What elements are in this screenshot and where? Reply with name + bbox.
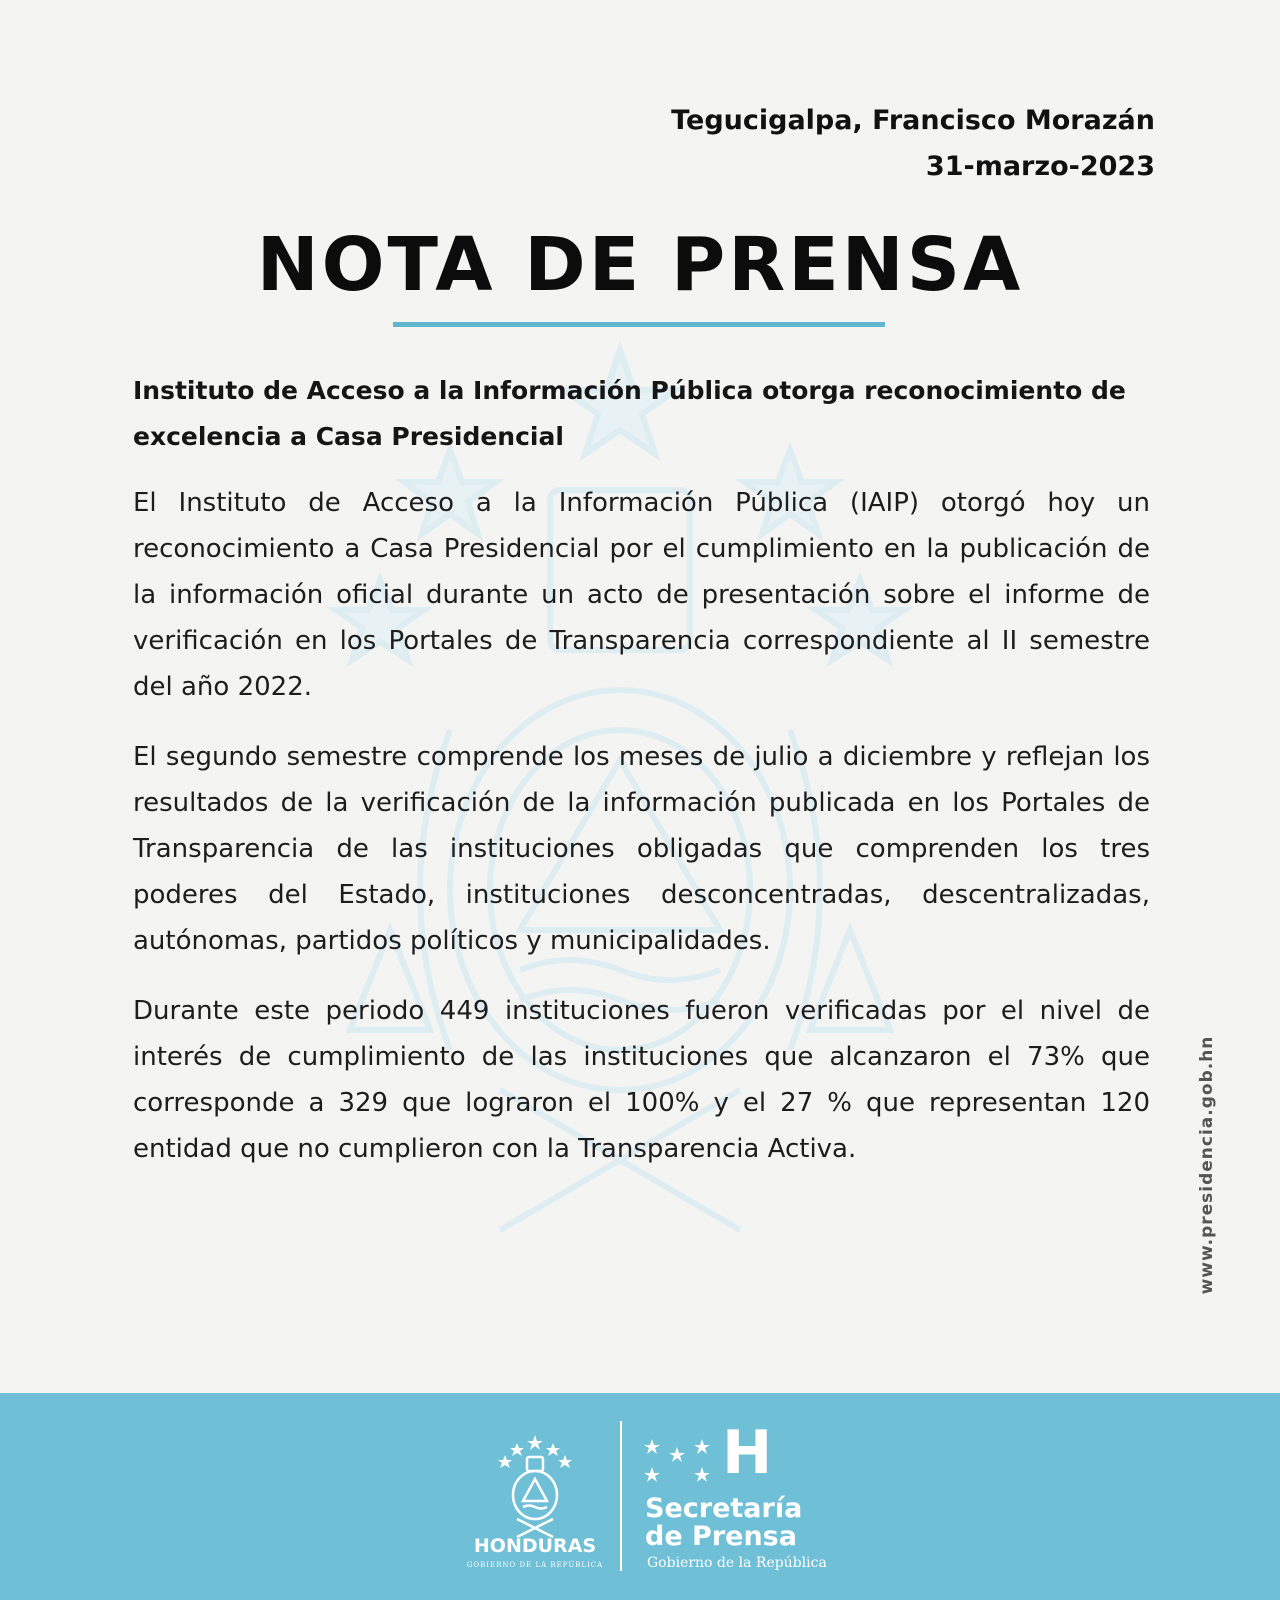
title-underline xyxy=(393,322,885,327)
headline: Instituto de Acceso a la Información Pública otorga reconocimiento de excelencia a Casa Presidencial xyxy=(133,376,1126,451)
paragraph-3: Durante este periodo 449 instituciones fueron verificadas por el nivel de interés de cumplimiento de las instituciones que alcanzaron el 73% que corresponde a 329 que lograron el 100% y el 27 % que representan 120 entidad que no cumplieron con la Transparencia Activa. xyxy=(133,996,1150,1164)
secretaria-name-line1: Secretaría xyxy=(645,1493,803,1524)
paragraph-2: El segundo semestre comprende los meses de julio a diciembre y reflejan los resultados de la verificación de la información publicada en los Portales de Transparencia de las instituciones obligadas que comprenden los tres poderes del Estado, instituciones desconcentradas, descentralizadas, autónomas, partidos políticos y municipalidades. xyxy=(133,742,1150,956)
article-body xyxy=(133,368,1150,1196)
page-title: NOTA DE PRENSA xyxy=(256,222,1024,308)
side-url-text: www.presidencia.gob.hn xyxy=(1197,1035,1217,1295)
secretaria-name-line2: de Prensa xyxy=(645,1521,797,1552)
honduras-subtitle: GOBIERNO DE LA REPÚBLICA xyxy=(466,1561,604,1569)
location-text: Tegucigalpa, Francisco Morazán xyxy=(671,105,1155,136)
stars-icon xyxy=(642,1437,712,1487)
footer-bar xyxy=(0,1393,1280,1600)
date-text: 31-marzo-2023 xyxy=(925,151,1155,182)
footer-divider xyxy=(620,1421,622,1571)
honduras-name: HONDURAS xyxy=(473,1535,597,1557)
paragraph-1: El Instituto de Acceso a la Información Pública (IAIP) otorgó hoy un reconocimiento a Casa Presidencial por el cumplimiento en la publicación de la información oficial durante un acto de presentación sobre el informe de verificación en los Portales de Transparencia correspondiente al II semestre del año 2022. xyxy=(133,488,1150,702)
honduras-coat-of-arms-icon xyxy=(495,1433,575,1543)
secretaria-logo-letter: H xyxy=(722,1418,773,1488)
dateline xyxy=(671,98,1155,190)
secretaria-subtitle: Gobierno de la República xyxy=(647,1555,827,1571)
